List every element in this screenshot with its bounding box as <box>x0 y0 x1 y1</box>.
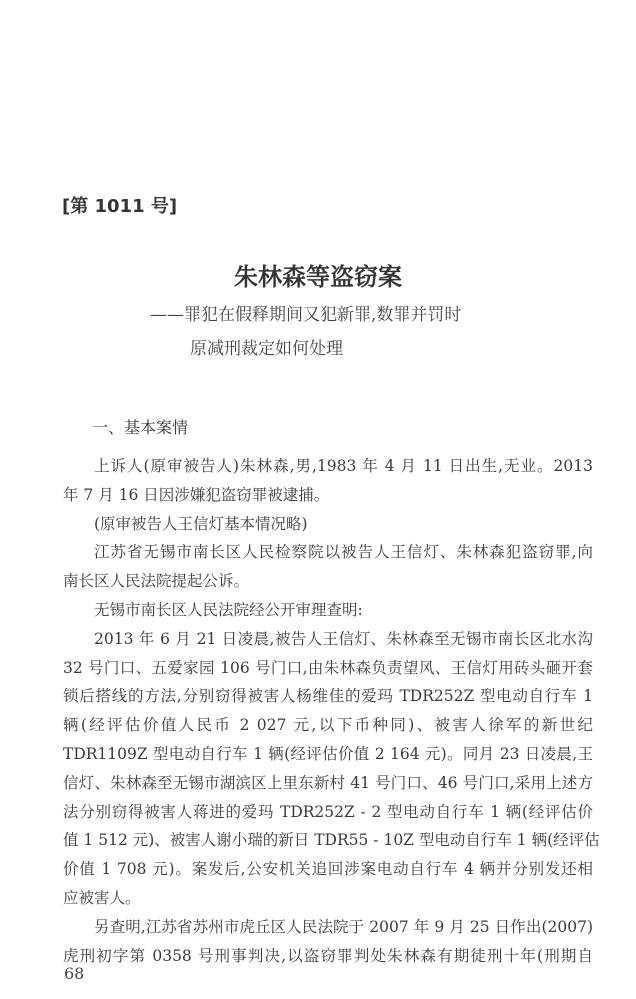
body-line: 价值 1 708 元)。案发后,公安机关追回涉案电动自行车 4 辆并分别发还相 <box>63 860 593 879</box>
body-line: 江苏省无锡市南长区人民检察院以被告人王信灯、朱林森犯盗窃罪,向 <box>94 543 593 562</box>
body-line: 另查明,江苏省苏州市虎丘区人民法院于 2007 年 9 月 25 日作出(2007) <box>94 917 593 936</box>
body-line: 年 7 月 16 日因涉嫌犯盗窃罪被逮捕。 <box>63 485 330 504</box>
body-line: 锁后搭线的方法,分别窃得被害人杨维佳的爱玛 TDR252Z 型电动自行车 1 <box>63 687 593 706</box>
page-number: 68 <box>64 964 85 983</box>
body-line: 值 1 512 元)、被害人谢小瑞的新日 TDR55 - 10Z 型电动自行车 1 辆(经评估 <box>63 831 600 850</box>
body-line: TDR1109Z 型电动自行车 1 辆(经评估价值 2 164 元)。同月 23 日凌晨,王 <box>63 744 593 763</box>
body-line: (原审被告人王信灯基本情况略) <box>94 514 308 533</box>
body-line: 应被害人。 <box>63 888 141 907</box>
subtitle-line-1: ——罪犯在假释期间又犯新罪,数罪并罚时 <box>150 305 462 325</box>
body-line: 辆(经评估价值人民币 2 027 元,以下币种同)、被害人徐军的新世纪 <box>63 716 593 735</box>
subtitle-line-2: 原减刑裁定如何处理 <box>190 339 343 359</box>
body-line: 上诉人(原审被告人)朱林森,男,1983 年 4 月 11 日出生,无业。2013 <box>94 457 593 475</box>
body-line: 2013 年 6 月 21 日凌晨,被告人王信灯、朱林森至无锡市南长区北水沟 <box>94 629 593 648</box>
body-line: 法分别窃得被害人蒋进的爱玛 TDR252Z - 2 型电动自行车 1 辆(经评估价 <box>63 802 593 821</box>
body-line: 信灯、朱林森至无锡市湖滨区上里东新村 41 号门口、46 号门口,采用上述方 <box>63 773 593 792</box>
case-number: [第 1011 号] <box>62 196 178 217</box>
case-title: 朱林森等盗窃案 <box>234 262 402 291</box>
body-line: 32 号门口、五爱家园 106 号门口,由朱林森负责望风、王信灯用砖头砸开套 <box>63 658 593 677</box>
body-line: 南长区人民法院提起公诉。 <box>63 572 250 591</box>
body-line: 虎刑初字第 0358 号刑事判决,以盗窃罪判处朱林森有期徒刑十年(刑期自 <box>63 946 593 965</box>
body-line: 无锡市南长区人民法院经公开审理查明: <box>94 600 363 619</box>
body-text <box>63 452 600 970</box>
section-heading: 一、基本案情 <box>92 418 189 437</box>
